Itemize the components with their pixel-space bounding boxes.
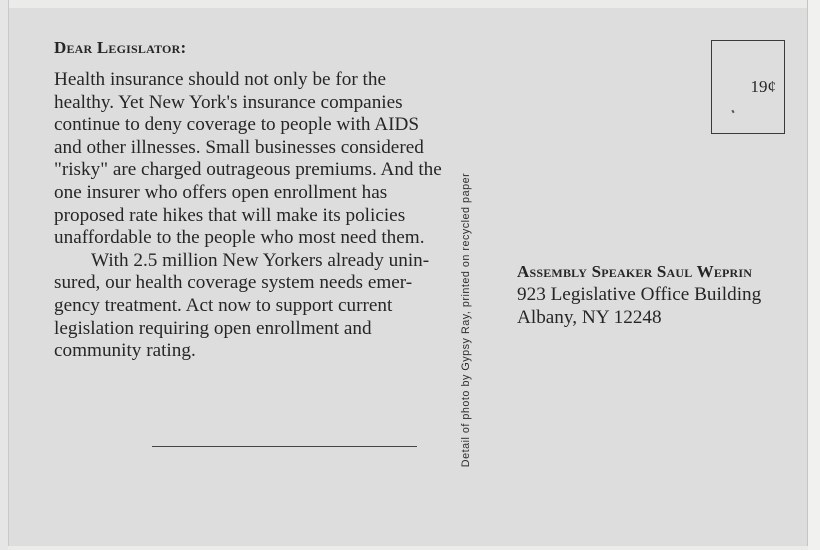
stamp-box <box>711 40 785 134</box>
recipient-name: Assembly Speaker Saul Weprin <box>517 262 753 281</box>
message-body <box>54 69 444 363</box>
mailing-address <box>517 260 761 329</box>
signature-line[interactable] <box>152 446 417 447</box>
city-state-zip: Albany, NY 12248 <box>517 307 662 328</box>
postage-amount: 19¢ <box>750 77 776 96</box>
left-edge <box>0 0 9 550</box>
stamp-mark <box>731 110 734 114</box>
photo-credit: Detail of photo by Gypsy Ray, printed on recycled paper <box>460 172 472 468</box>
message-paragraph-1: Health insurance should not only be for the healthy. Yet New York's insurance companies continue to deny coverage to people with AIDS and other illnesses. Small businesses considered "risky" are charged outrageous premiums. And the one insurer who offers open enrollment has proposed rate hikes that will make its policies unaffordable to the people who most need them. <box>54 69 442 249</box>
message-paragraph-2: With 2.5 million New Yorkers already unin- sured, our health coverage system needs emer- gency treatment. Act now to support current legislation requiring open enrollment and community rating. <box>54 249 430 362</box>
bottom-edge <box>8 546 808 550</box>
top-edge <box>8 0 808 8</box>
street-address: 923 Legislative Office Building <box>517 284 762 305</box>
greeting: Dear Legislator: <box>54 38 187 57</box>
right-edge <box>807 0 820 550</box>
